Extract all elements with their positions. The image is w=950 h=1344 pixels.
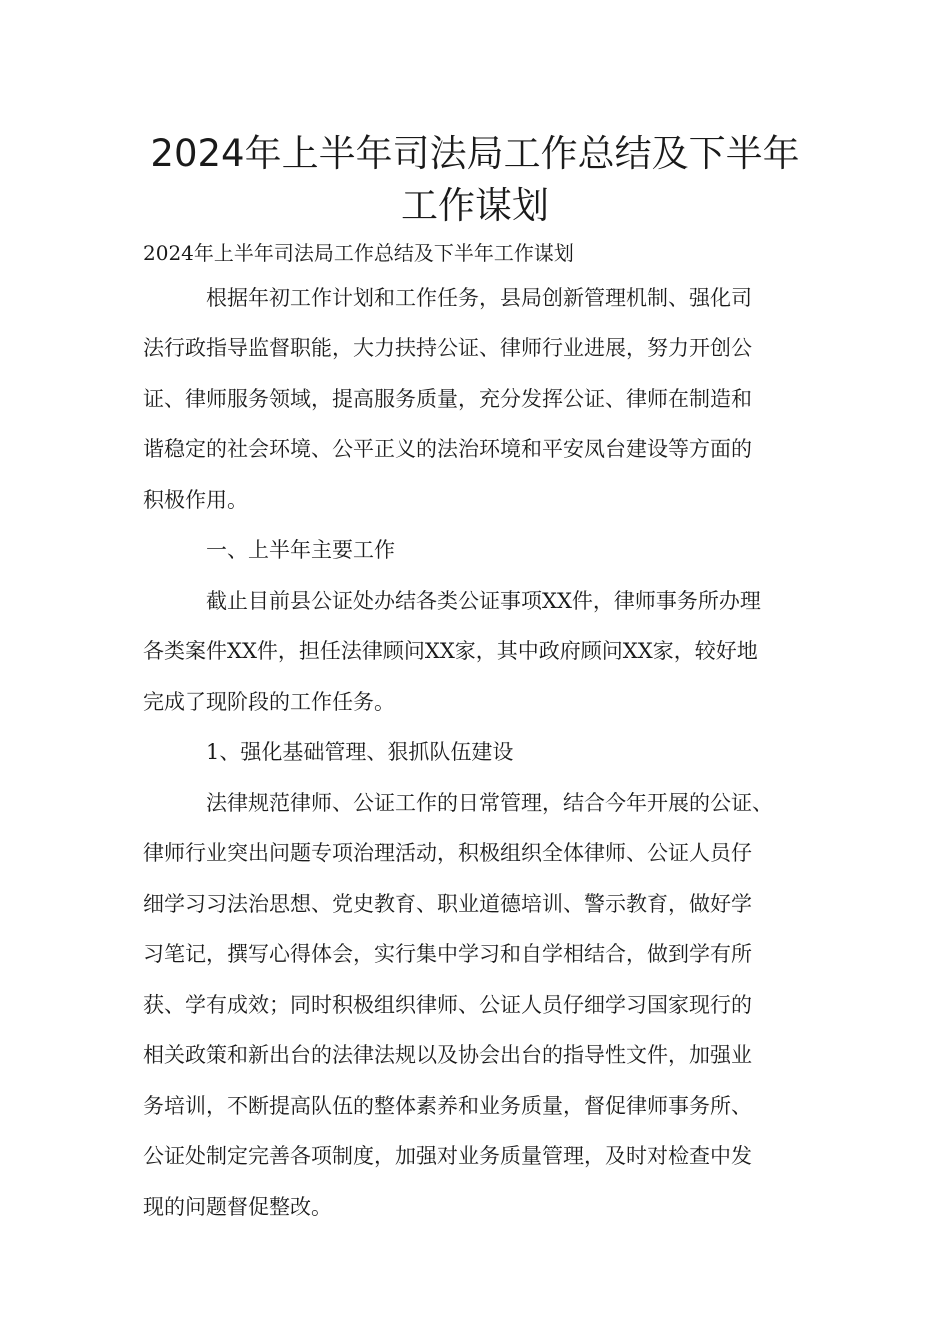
body-line: 公证处制定完善各项制度，加强对业务质量管理，及时对检查中发 (143, 1144, 752, 1168)
body-line: 证、律师服务领域，提高服务质量，充分发挥公证、律师在制造和 (143, 387, 752, 411)
body-line: 根据年初工作计划和工作任务，县局创新管理机制、强化司 (143, 286, 752, 310)
document-subtitle: 2024年上半年司法局工作总结及下半年工作谋划 (143, 241, 574, 265)
body-line: 获、学有成效；同时积极组织律师、公证人员仔细学习国家现行的 (143, 993, 752, 1017)
body-line: 法行政指导监督职能，大力扶持公证、律师行业进展，努力开创公 (143, 336, 752, 360)
body-line: 谐稳定的社会环境、公平正义的法治环境和平安凤台建设等方面的 (143, 437, 752, 461)
subsection-heading: 1、强化基础管理、狠抓队伍建设 (143, 740, 514, 764)
body-line: 务培训，不断提高队伍的整体素养和业务质量，督促律师事务所、 (143, 1094, 752, 1118)
body-line: 各类案件XX件，担任法律顾问XX家，其中政府顾问XX家，较好地 (143, 639, 758, 663)
document-title-line-1: 2024年上半年司法局工作总结及下半年 (150, 132, 800, 175)
body-line: 积极作用。 (143, 488, 248, 512)
body-line: 完成了现阶段的工作任务。 (143, 690, 395, 714)
body-line: 现的问题督促整改。 (143, 1195, 332, 1219)
body-line: 相关政策和新出台的法律法规以及协会出台的指导性文件，加强业 (143, 1043, 752, 1067)
section-heading: 一、上半年主要工作 (143, 538, 395, 562)
body-line: 律师行业突出问题专项治理活动，积极组织全体律师、公证人员仔 (143, 841, 752, 865)
document-title-line-2: 工作谋划 (401, 184, 549, 227)
body-line: 截止目前县公证处办结各类公证事项XX件，律师事务所办理 (143, 589, 761, 613)
body-line: 习笔记，撰写心得体会，实行集中学习和自学相结合，做到学有所 (143, 942, 752, 966)
body-line: 法律规范律师、公证工作的日常管理，结合今年开展的公证、 (143, 791, 773, 815)
body-line: 细学习习法治思想、党史教育、职业道德培训、警示教育，做好学 (143, 892, 752, 916)
